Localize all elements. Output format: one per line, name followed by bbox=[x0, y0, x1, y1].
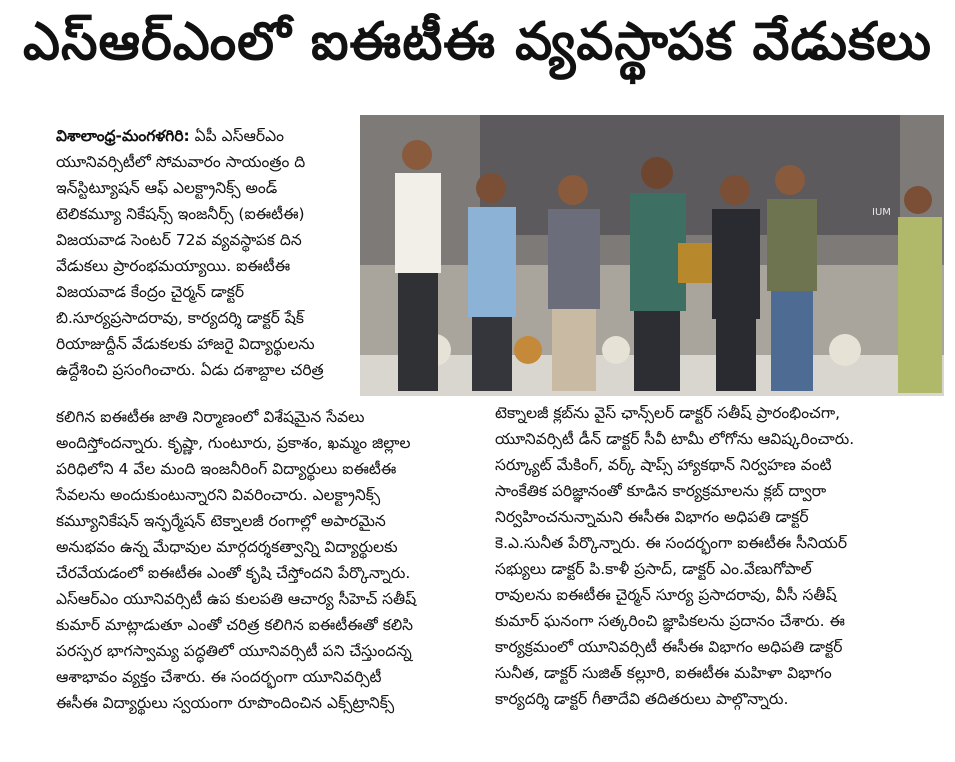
article-line: రావులను ఐఈటీఈ చైర్మన్ సూర్య ప్రసాదరావు, వీసీ సతీష్ bbox=[495, 586, 837, 604]
article-line: కుమార్ మాట్లాడుతూ ఎంతో చరిత్ర కలిగిన ఐఈటీఈతో కలిసి bbox=[56, 616, 414, 634]
article-line: కలిగిన ఐఈటీఈ జాతి నిర్మాణంలో విశేషమైన సేవలు bbox=[56, 408, 365, 426]
article-line: విజయవాడ కేంద్రం చైర్మన్ డాక్టర్ bbox=[56, 283, 245, 301]
article-line: యూనివర్సిటీ డీన్ డాక్టర్ సీవీ టామీ లోగోను ఆవిష్కరించారు. bbox=[495, 430, 855, 448]
article-line: సర్క్యూట్ మేకింగ్, వర్క్ షాప్స్ హ్యాకథాన్ నిర్వహణ వంటి bbox=[495, 456, 832, 474]
article-line: వేడుకలు ప్రారంభమయ్యాయి. ఐఈటీఈ bbox=[56, 257, 291, 275]
article-line: ఇన్‌స్టిట్యూషన్ ఆఫ్ ఎలక్ట్రానిక్స్ అండ్ bbox=[56, 179, 278, 197]
article-line: టెలికమ్యూ నికేషన్స్ ఇంజనీర్స్ (ఐఈటీఈ) bbox=[56, 205, 305, 223]
article-line: సేవలను అందుకుంటున్నారని వివరించారు. ఎలక్ట్రానిక్స్ bbox=[56, 486, 381, 504]
article-line: కమ్యూనికేషన్ ఇన్ఫర్మేషన్ టెక్నాలజీ రంగాల్లో అపారమైన bbox=[56, 512, 386, 530]
article-column-left bbox=[56, 123, 356, 383]
headline: ఎస్‌ఆర్‌ఎంలో ఐఈటీఈ వ్యవస్థాపక వేడుకలు bbox=[22, 11, 933, 72]
article-line: బి.సూర్యప్రసాదరావు, కార్యదర్శి డాక్టర్ షేక్ bbox=[56, 309, 304, 327]
article-line: కె.ఎ.సునీత పేర్కొన్నారు. ఈ సందర్భంగా ఐఈటీఈ సీనియర్ bbox=[495, 534, 848, 552]
article-line: పరిధిలోని 4 వేల మంది ఇంజనీరింగ్ విద్యార్థులు ఐఈటీఈ bbox=[56, 460, 397, 478]
article-line: సభ్యులు డాక్టర్ పి.కాళీ ప్రసాద్, డాక్టర్ ఎం.వేణుగోపాల్ bbox=[495, 560, 812, 578]
article-line: పరస్పర భాగస్వామ్య పద్ధతిలో యూనివర్సిటీ పని చేస్తుందన్న bbox=[56, 642, 412, 660]
article-line: అందిస్తోందన్నారు. కృష్ణా, గుంటూరు, ప్రకాశం, ఖమ్మం జిల్లాల bbox=[56, 434, 411, 452]
group-photo-icon bbox=[360, 115, 944, 396]
article-line: సునీత, డాక్టర్ సుజిత్ కల్లూరి, ఐఈటీఈ మహిళా విభాగం bbox=[495, 664, 832, 682]
article-column-bottom-left bbox=[56, 404, 492, 716]
banner-text: IUM bbox=[872, 207, 891, 218]
article-line: యూనివర్సిటీలో సోమవారం సాయంత్రం ది bbox=[56, 153, 306, 171]
article-line: రియాజుద్దీన్ వేడుకలకు హాజరై విద్యార్థులను bbox=[56, 335, 315, 353]
article-line: ఎస్‌ఆర్‌ఎం యూనివర్సిటీ ఉప కులపతి ఆచార్య సీహెచ్ సతీష్ bbox=[56, 590, 417, 608]
article-column-right bbox=[495, 400, 950, 712]
article-line: ఆశాభావం వ్యక్తం చేశారు. ఈ సందర్భంగా యూనివర్సిటీ bbox=[56, 668, 382, 686]
article-line: కుమార్ ఘనంగా సత్కరించి జ్ఞాపికలను ప్రదానం చేశారు. ఈ bbox=[495, 612, 845, 630]
event-photo bbox=[360, 115, 944, 396]
article-line: కార్యదర్శి డాక్టర్ గీతాదేవి తదితరులు పాల్గొన్నారు. bbox=[495, 690, 789, 708]
article-line: నిర్వహించనున్నామని ఈసీఈ విభాగం అధిపతి డాక్టర్ bbox=[495, 508, 809, 526]
article-line: కార్యక్రమంలో యూనివర్సిటీ ఈసీఈ విభాగం అధిపతి డాక్టర్ bbox=[495, 638, 843, 656]
article-line: సాంకేతిక పరిజ్ఞానంతో కూడిన కార్యక్రమాలను క్లబ్ ద్వారా bbox=[495, 482, 827, 500]
article-line: ఏపీ ఎస్‌ఆర్‌ఎం bbox=[194, 127, 284, 145]
article-line: విజయవాడ సెంటర్ 72వ వ్యవస్థాపక దిన bbox=[56, 231, 302, 249]
article-line: ఉద్దేశించి ప్రసంగించారు. ఏడు దశాబ్దాల చరిత్ర bbox=[56, 361, 324, 379]
article-line: టెక్నాలజీ క్లబ్‌ను వైస్ ఛాన్స్‌లర్ డాక్టర్ సతీష్ ప్రారంభించగా, bbox=[495, 404, 841, 422]
article-line: అనుభవం ఉన్న మేధావుల మార్గదర్శకత్వాన్ని విద్యార్థులకు bbox=[56, 538, 398, 556]
dateline: విశాలాంధ్ర-మంగళగిరి: bbox=[56, 127, 190, 145]
article-line: చేరవేయడంలో ఐఈటీఈ ఎంతో కృషి చేస్తోందని పేర్కొన్నారు. bbox=[56, 564, 411, 582]
article-line: ఈసీఈ విద్యార్థులు స్వయంగా రూపొందించిన ఎక్స్‌ట్రానిక్స్ bbox=[56, 694, 395, 712]
